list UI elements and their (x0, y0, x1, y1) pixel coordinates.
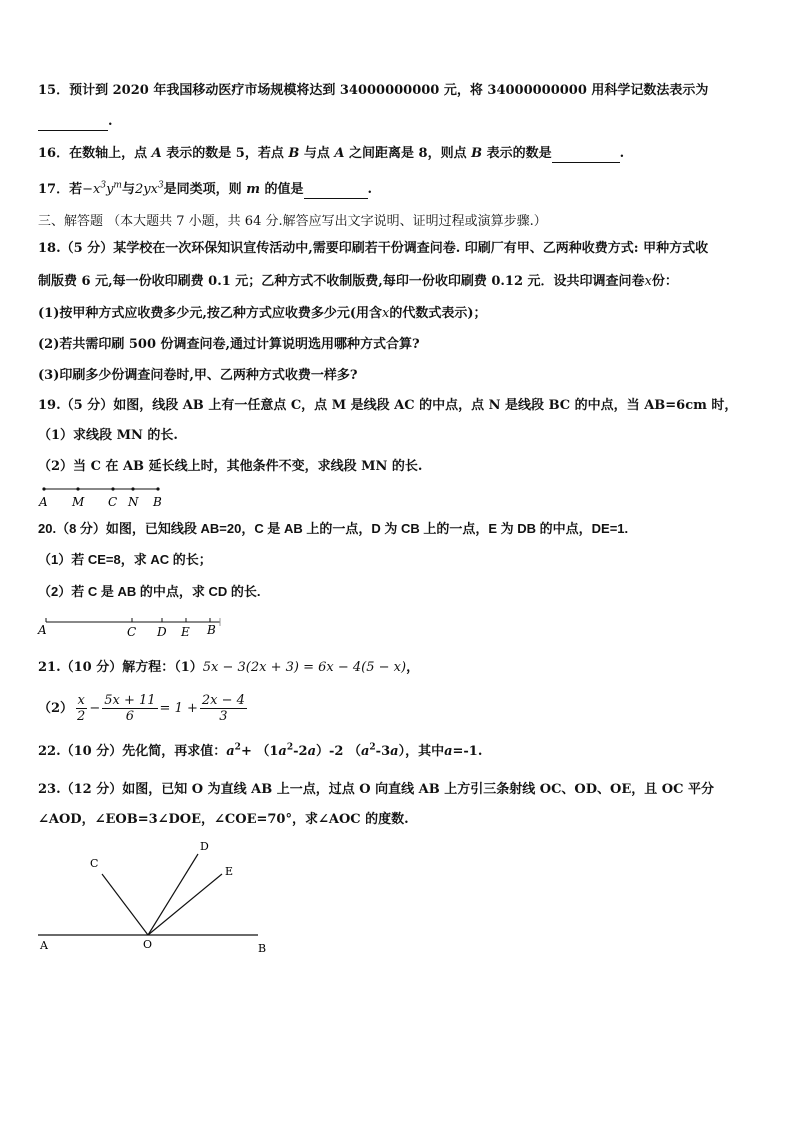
q20-label-a: A (38, 623, 47, 637)
q19-point-b (156, 487, 159, 490)
q15-blank[interactable] (38, 116, 108, 131)
q19-label-n: N (128, 495, 139, 509)
q21-line2: （2） $\frac{x}{2}$ − $\frac{5x + 11}{6}$ = 1 + $\frac{2x - 4}{3}$ (38, 693, 245, 724)
q19-point-n (131, 487, 134, 490)
q23-angle-figure (30, 836, 280, 961)
q23-label-b: B (258, 942, 267, 955)
q20-label-c: C (127, 625, 137, 639)
q23-label-o: O (143, 938, 153, 951)
q23-ray-oc (102, 874, 148, 935)
q19-part2: （2）当 C 在 AB 延长线上时，其他条件不变，求线段 MN 的长. (38, 459, 423, 474)
q17-text: 17．若$-x^3y^m$与$2yx^3$是同类项，则 m 的值是 . (38, 180, 373, 197)
q23-ray-oe (148, 874, 222, 935)
q19-point-m (76, 487, 79, 490)
q15-answer-line: . (38, 113, 113, 131)
q23-line1: 23.（12 分）如图，已知 O 为直线 AB 上一点，过点 O 向直线 AB 上方引三条射线 OC、OD、OE，且 OC 平分 (38, 782, 714, 797)
q18-part1: (1)按甲种方式应收费多少元,按乙种方式应收费多少元(用含x的代数式表示)； (38, 306, 487, 321)
q20-label-b: B (207, 623, 216, 637)
section-3-heading: 三、解答题 （本大题共 7 小题，共 64 分.解答应写出文字说明、证明过程或演算步骤.） (38, 214, 547, 229)
q23-label-c: C (90, 857, 99, 870)
q23-label-a: A (40, 939, 48, 952)
q23-ray-od (148, 854, 198, 935)
q18-part2: (2)若共需印刷 500 份调查问卷,通过计算说明选用哪种方式合算? (38, 337, 420, 352)
q23-label-e: E (225, 865, 234, 878)
q20-line1: 20.（8 分）如图，已知线段 AB=20，C 是 AB 上的一点，D 为 CB 上的一点，E 为 DB 的中点，DE=1. (38, 521, 629, 536)
q18-line1: 18.（5 分）某学校在一次环保知识宣传活动中,需要印刷若干份调查问卷. 印刷厂有甲、乙两种收费方式: 甲种方式收 (38, 241, 709, 256)
q19-label-b: B (153, 495, 162, 509)
q20-label-d: D (157, 625, 167, 639)
q17-blank[interactable] (304, 184, 368, 199)
q20-segment-figure (34, 612, 234, 640)
q18-part3: (3)印刷多少份调查问卷时,甲、乙两种方式收费一样多? (38, 368, 358, 383)
q18-line2: 制版费 6 元,每一份收印刷费 0.1 元；乙种方式不收制版费,每印一份收印刷费 0.12 元．设共印调查问卷x份： (38, 274, 678, 289)
q16-text: 16．在数轴上，点 A 表示的数是 5，若点 B 与点 A 之间距离是 8，则点 B 表示的数是 . (38, 146, 625, 161)
q20-label-e: E (181, 625, 190, 639)
q22-text: 22.（10 分）先化简，再求值：$a^2+ (1a^2-2a)-2$ $(a^2-3a)$，其中a=-1. (38, 742, 483, 759)
q20-part2: （2）若 C 是 AB 的中点，求 CD 的长. (38, 584, 261, 599)
q21-fraction-2: $\frac{5x + 11}{6}$ (104, 693, 156, 724)
q19-label-m: M (72, 495, 85, 509)
q19-label-c: C (108, 495, 118, 509)
q19-point-c (111, 487, 114, 490)
q23-line2: ∠AOD，∠EOB=3∠DOE，∠COE=70°，求∠AOC 的度数. (38, 812, 409, 827)
q19-part1: （1）求线段 MN 的长. (38, 428, 178, 443)
q20-part1: （1）若 CE=8，求 AC 的长； (38, 552, 212, 567)
q19-line1: 19.（5 分）如图，线段 AB 上有一任意点 C，点 M 是线段 AC 的中点，点 N 是线段 BC 的中点，当 AB=6cm 时， (38, 398, 738, 413)
q19-label-a: A (39, 495, 48, 509)
q16-blank[interactable] (552, 148, 620, 163)
q21-fraction-1: $\frac{x}{2}$ (77, 693, 86, 724)
q19-point-a (42, 487, 45, 490)
q23-label-d: D (200, 840, 209, 853)
q19-segment-figure (34, 482, 174, 512)
q21-fraction-3: $\frac{2x - 4}{3}$ (201, 693, 245, 724)
q21-line1: 21.（10 分）解方程：（1）5x − 3(2x + 3) = 6x − 4(5 − x)， (38, 660, 420, 675)
q15-text: 15．预计到 2020 年我国移动医疗市场规模将达到 34000000000 元，将 34000000000 用科学记数法表示为 (38, 83, 709, 98)
q21-equation-1: 5x − 3(2x + 3) = 6x − 4(5 − x) (202, 660, 407, 675)
